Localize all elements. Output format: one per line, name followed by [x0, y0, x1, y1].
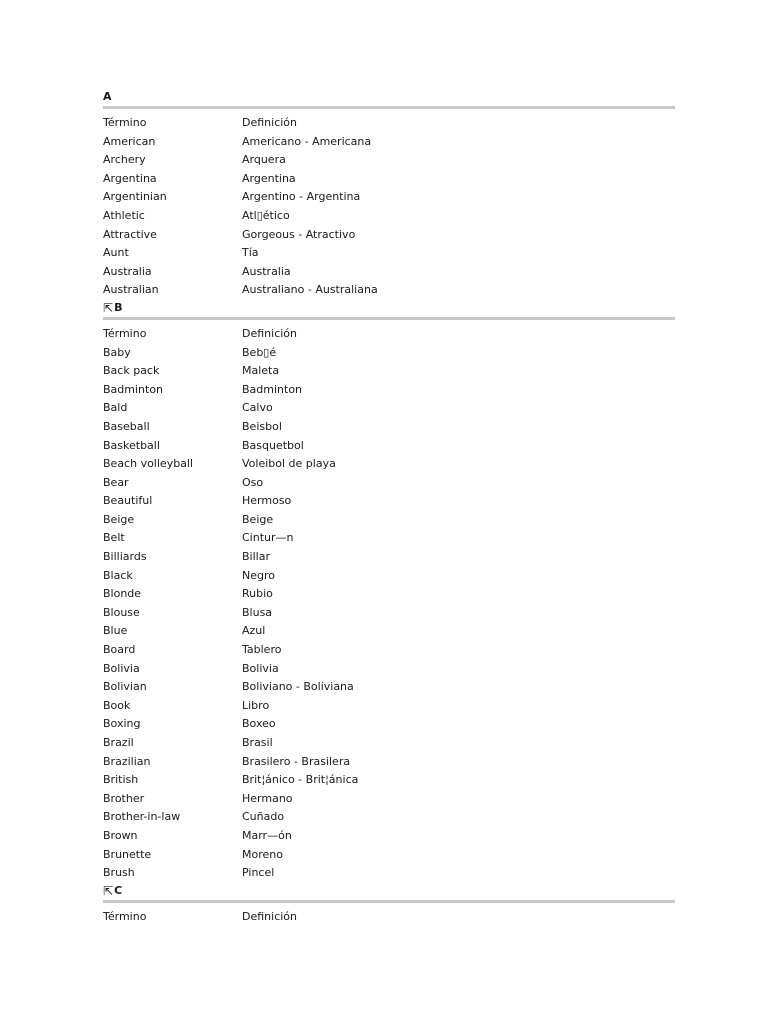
definition-cell: Voleibol de playa [242, 457, 336, 471]
table-row [103, 437, 675, 456]
term-cell: Brunette [103, 847, 152, 861]
term-cell: Bolivia [103, 661, 140, 675]
table-row [103, 455, 675, 474]
table-header-row [103, 114, 675, 133]
term-cell: Back pack [103, 364, 160, 378]
section-header-b [103, 300, 675, 316]
table-row [103, 808, 675, 827]
definition-cell: Bolivia [242, 661, 279, 675]
term-cell: Argentinian [103, 190, 167, 204]
term-cell: Brother-in-law [103, 810, 181, 824]
table-row [103, 715, 675, 734]
term-cell: Aunt [103, 246, 129, 260]
definition-cell: Argentina [242, 171, 296, 185]
table-row [103, 548, 675, 567]
table-row [103, 622, 675, 641]
definition-cell: Libro [242, 698, 270, 712]
table-row [103, 585, 675, 604]
table-row [103, 344, 675, 363]
table-row [103, 133, 675, 152]
term-cell: Blue [103, 624, 128, 638]
term-cell: Brazil [103, 736, 134, 749]
table-row [103, 660, 675, 679]
column-header-definition: Definición [242, 909, 297, 923]
term-cell: Bald [103, 401, 128, 415]
definition-cell: Brit¦ánico - Brit¦ánica [242, 773, 359, 787]
definition-cell: Hermoso [242, 494, 292, 508]
column-header-term: Término [103, 909, 147, 923]
term-cell: Bear [103, 475, 129, 489]
definition-cell: Cuñado [242, 810, 285, 824]
table-row [103, 226, 675, 245]
definition-cell: Gorgeous - Atractivo [242, 227, 356, 241]
glossary-table-c [103, 908, 675, 927]
table-header-row [103, 325, 675, 344]
column-header-term: Término [103, 326, 147, 340]
table-row [103, 864, 675, 883]
table-row [103, 641, 675, 660]
column-header-definition: Definición [242, 326, 297, 340]
table-row [103, 207, 675, 226]
table-row [103, 511, 675, 530]
definition-cell: Rubio [242, 587, 273, 601]
term-cell: Australian [103, 283, 159, 297]
definition-cell: Blusa [242, 605, 273, 619]
definition-cell: Boxeo [242, 717, 276, 731]
table-row [103, 753, 675, 772]
definition-cell: Beige [242, 512, 274, 526]
term-cell: Attractive [103, 227, 157, 241]
term-cell: Brother [103, 791, 145, 805]
table-row [103, 151, 675, 170]
term-cell: Badminton [103, 382, 164, 396]
definition-cell: Marr—ón [242, 828, 292, 842]
table-row [103, 734, 675, 753]
table-row [103, 263, 675, 282]
term-cell: Baby [103, 345, 131, 359]
table-row [103, 381, 675, 400]
back-to-top-icon[interactable]: ⇱ [103, 883, 114, 898]
term-cell: Brush [103, 866, 135, 880]
section-header-a [103, 88, 675, 105]
table-row [103, 399, 675, 418]
definition-cell: Oso [242, 475, 264, 489]
term-cell: American [103, 134, 156, 148]
definition-cell: Australiano - Australiana [242, 283, 378, 297]
section-header-c [103, 883, 675, 899]
section-divider [103, 106, 675, 109]
table-row [103, 604, 675, 623]
definition-cell: Brasilero - Brasilera [242, 754, 351, 768]
term-cell: Beige [103, 512, 135, 526]
term-cell: Athletic [103, 208, 145, 222]
table-header-row [103, 908, 675, 927]
term-cell: Belt [103, 531, 125, 545]
section-letter: A [103, 89, 112, 103]
definition-cell: Tablero [242, 643, 282, 657]
back-to-top-icon[interactable]: ⇱ [103, 300, 114, 315]
table-row [103, 697, 675, 716]
table-row [103, 188, 675, 207]
term-cell: Brazilian [103, 754, 151, 768]
section-divider [103, 317, 675, 320]
definition-cell: Maleta [242, 364, 280, 378]
definition-cell: Cintur—n [242, 531, 294, 545]
table-row [103, 244, 675, 263]
term-cell: Billiards [103, 550, 147, 564]
section-letter: C [114, 883, 123, 897]
definition-cell: Brasil [242, 736, 273, 749]
section-divider [103, 900, 675, 903]
table-row [103, 790, 675, 809]
definition-cell: Argentino - Argentina [242, 190, 361, 204]
definition-cell: Hermano [242, 791, 293, 805]
term-cell: Baseball [103, 419, 150, 433]
definition-cell: Tía [242, 246, 259, 260]
table-row [103, 567, 675, 586]
term-cell: Argentina [103, 171, 157, 185]
definition-cell: Australia [242, 264, 291, 278]
table-row [103, 678, 675, 697]
section-letter: B [114, 300, 123, 314]
table-row [103, 771, 675, 790]
definition-cell: Negro [242, 568, 275, 582]
definition-cell: Billar [242, 550, 270, 564]
column-header-definition: Definición [242, 116, 297, 129]
definition-cell: Badminton [242, 382, 303, 396]
term-cell: Beautiful [103, 494, 153, 508]
term-cell: Book [103, 698, 131, 712]
term-cell: British [103, 773, 139, 787]
term-cell: Board [103, 643, 136, 657]
table-row [103, 170, 675, 189]
term-cell: Archery [103, 153, 146, 167]
definition-cell: Arquera [242, 153, 286, 167]
term-cell: Bolivian [103, 680, 147, 694]
definition-cell: Beisbol [242, 419, 282, 433]
definition-cell: Moreno [242, 847, 283, 861]
definition-cell: Boliviano - Boliviana [242, 680, 354, 694]
definition-cell: Azul [242, 624, 266, 638]
table-row [103, 846, 675, 865]
table-row [103, 418, 675, 437]
term-cell: Blouse [103, 605, 140, 619]
definition-cell: Beb▯é [242, 345, 277, 359]
term-cell: Brown [103, 828, 138, 842]
term-cell: Beach volleyball [103, 457, 194, 471]
glossary-table-b [103, 325, 675, 883]
definition-cell: Pincel [242, 866, 275, 880]
table-row [103, 362, 675, 381]
glossary-document [103, 88, 675, 926]
term-cell: Blonde [103, 587, 142, 601]
definition-cell: Americano - Americana [242, 134, 372, 148]
definition-cell: Basquetbol [242, 438, 304, 452]
term-cell: Basketball [103, 438, 160, 452]
table-row [103, 529, 675, 548]
column-header-term: Término [103, 116, 147, 129]
term-cell: Boxing [103, 717, 141, 731]
term-cell: Australia [103, 264, 152, 278]
table-row [103, 281, 675, 300]
definition-cell: Calvo [242, 401, 273, 415]
table-row [103, 827, 675, 846]
table-row [103, 492, 675, 511]
definition-cell: Atl▯ético [242, 208, 290, 222]
table-row [103, 474, 675, 493]
glossary-table-a [103, 114, 675, 300]
term-cell: Black [103, 568, 133, 582]
